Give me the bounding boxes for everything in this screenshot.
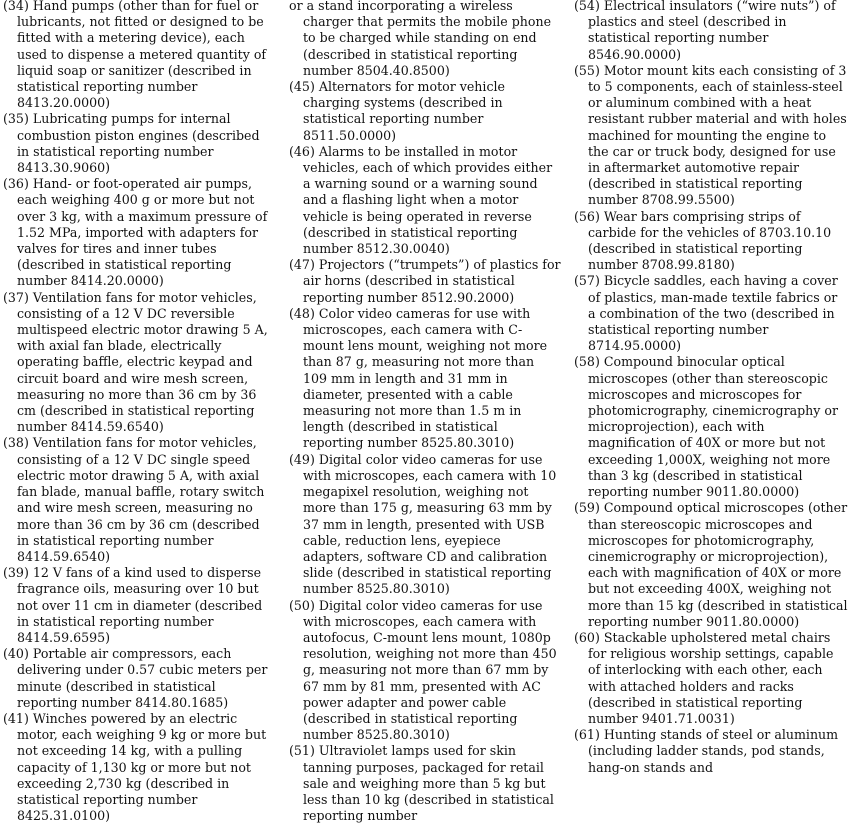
list-item [289, 79, 561, 144]
list-item [289, 0, 561, 79]
item-text: Alternators for motor vehicle charging systems (described in statistical reporting number 8511.50.0000) [303, 79, 505, 143]
item-number: (34) [3, 0, 29, 13]
list-item [574, 209, 848, 274]
list-item [3, 435, 275, 565]
item-number: (38) [3, 435, 29, 451]
item-text: Winches powered by an electric motor, each weighing 9 kg or more but not exceeding 14 kg, with a pulling capacity of 1,130 kg or more but not exceeding 2,730 kg (described in statistical reporting number 8425.31.0100) [17, 710, 267, 824]
list-item [289, 306, 561, 452]
item-number: (46) [289, 143, 315, 159]
item-text: Ventilation fans for motor vehicles, consisting of a 12 V DC single speed electric motor drawing 5 A, with axial fan blade, manual baffle, rotary switch and wire mesh screen, measuring no more than 36 cm by 36 cm (described in statistical reporting number 8414.59.6540) [17, 435, 265, 564]
item-text: Compound binocular optical microscopes (other than stereoscopic microscopes and microscopes for photomicrography, cinemicrography or microprojection), each with magnification of 40X or more but not exceeding 1,000X, weighing not more than 3 kg (described in statistical reporting number 9011.80.0000) [588, 354, 838, 500]
item-number: (47) [289, 257, 315, 273]
list-item [574, 0, 848, 63]
item-text: Hand pumps (other than for fuel or lubricants, not fitted or designed to be fitted with a metering device), each used to dispense a metered quantity of liquid soap or sanitizer (described in statistical reporting number 8413.20.0000) [17, 0, 267, 111]
item-number: (61) [574, 727, 600, 743]
item-number: (40) [3, 646, 29, 662]
item-text: Color video cameras for use with microscopes, each camera with C-mount lens mount, weighing not more than 87 g, measuring not more than 109 mm in length and 31 mm in diameter, presented with a cable measuring not more than 1.5 m in length (described in statistical reporting number 8525.80.3010) [303, 305, 548, 451]
list-item [574, 727, 848, 776]
item-text: Hand- or foot-operated air pumps, each weighing 400 g or more but not over 3 kg, with a maximum pressure of 1.52 MPa, imported with adapters for valves for tires and inner tubes (described in statistical reporting number 8414.20.0000) [17, 176, 268, 289]
item-number: (59) [574, 500, 600, 516]
list-item [289, 452, 561, 598]
item-number: (50) [289, 597, 315, 613]
item-text: Bicycle saddles, each having a cover of plastics, man-made textile fabrics or a combination of the two (described in statistical reporting number 8714.95.0000) [588, 273, 838, 354]
item-text: Portable air compressors, each delivering under 0.57 cubic meters per minute (described in statistical reporting number 8414.80.1685) [17, 646, 268, 710]
item-number: (55) [574, 62, 600, 78]
list-item [574, 500, 848, 630]
list-item [574, 354, 848, 500]
item-number: (57) [574, 273, 600, 289]
item-number: (60) [574, 629, 600, 645]
column-left [3, 0, 275, 824]
item-text: Compound optical microscopes (other than stereoscopic microscopes and microscopes for photomicrography, cinemicrography or microprojection), each with magnification of 40X or more but not exceeding 400X, weighing not more than 15 kg (described in statistical reporting number 9011.80.0000) [588, 500, 848, 629]
item-text: Ventilation fans for motor vehicles, consisting of a 12 V DC reversible multispeed electric motor drawing 5 A, with axial fan blade, electrically operating baffle, electric keypad and circuit board and wire mesh screen, measuring no more than 36 cm by 36 cm (described in statistical reporting number 8414.59.6540) [17, 289, 268, 435]
item-text: Stackable upholstered metal chairs for religious worship settings, capable of interlocking with each other, each with attached holders and racks (described in statistical reporting number 9401.71.0031) [588, 629, 834, 726]
item-text: Wear bars comprising strips of carbide for the vehicles of 8703.10.10 (described in statistical reporting number 8708.99.8180) [588, 208, 832, 273]
list-item [3, 646, 275, 711]
column-right [574, 0, 848, 776]
list-item [3, 111, 275, 176]
item-number: (54) [574, 0, 600, 13]
item-number: (39) [3, 565, 29, 581]
item-text: Ultraviolet lamps used for skin tanning purposes, packaged for retail sale and weighing more than 5 kg but less than 10 kg (described in statistical reporting number [303, 743, 554, 824]
item-text: Lubricating pumps for internal combustion piston engines (described in statistical reporting number 8413.30.9060) [17, 111, 260, 176]
item-number: (41) [3, 710, 29, 726]
item-text: Projectors (“trumpets”) of plastics for air horns (described in statistical reporting number 8512.90.2000) [303, 257, 561, 305]
item-number: (56) [574, 208, 600, 224]
item-text: Digital color video cameras for use with microscopes, each camera with autofocus, C-mount lens mount, 1080p resolution, weighing not more than 450 g, measuring not more than 67 mm by 67 mm by 81 mm, presented with AC power adapter and power cable (described in statistical reporting number 8525.80.3010) [303, 597, 557, 743]
list-item [3, 290, 275, 436]
list-item [3, 176, 275, 289]
list-item [3, 711, 275, 824]
column-middle [289, 0, 561, 824]
list-item [3, 0, 275, 111]
item-text: 12 V fans of a kind used to disperse fragrance oils, measuring over 10 but not over 11 cm in diameter (described in statistical reporting number 8414.59.6595) [17, 565, 263, 645]
item-number: (49) [289, 451, 315, 467]
list-item [574, 63, 848, 209]
item-text: Electrical insulators (“wire nuts”) of plastics and steel (described in statistical reporting number 8546.90.0000) [588, 0, 836, 62]
item-text: Digital color video cameras for use with microscopes, each camera with 10 megapixel resolution, weighing not more than 175 g, measuring 63 mm by 37 mm in length, presented with USB cable, reduction lens, eyepiece adapters, software CD and calibration slide (described in statistical reporting number 8525.80.3010) [303, 451, 557, 597]
list-item [289, 743, 561, 824]
list-item [574, 273, 848, 354]
item-number: (58) [574, 354, 600, 370]
item-text: or a stand incorporating a wireless charger that permits the mobile phone to be charged while standing on end (described in statistical reporting number 8504.40.8500) [289, 0, 552, 78]
list-item [289, 598, 561, 744]
item-number: (45) [289, 79, 315, 95]
item-number: (51) [289, 743, 315, 759]
list-item [289, 144, 561, 257]
item-number: (35) [3, 111, 29, 127]
item-number: (36) [3, 176, 29, 192]
list-item [3, 565, 275, 646]
item-text: Alarms to be installed in motor vehicles, each of which provides either a warning sound or a warning sound and a flashing light when a motor vehicle is being operated in reverse (described in statistical reporting number 8512.30.0040) [303, 143, 553, 257]
item-number: (37) [3, 289, 29, 305]
list-item [574, 630, 848, 727]
item-text: Hunting stands of steel or aluminum (including ladder stands, pod stands, hang-on stands and [588, 727, 839, 775]
item-text: Motor mount kits each consisting of 3 to 5 components, each of stainless-steel or aluminum combined with a heat resistant rubber material and with holes machined for mounting the engine to the car or truck body, designed for use in aftermarket automotive repair (described in statistical reporting number 8708.99.5500) [588, 62, 847, 208]
item-number: (48) [289, 305, 315, 321]
list-item [289, 257, 561, 306]
